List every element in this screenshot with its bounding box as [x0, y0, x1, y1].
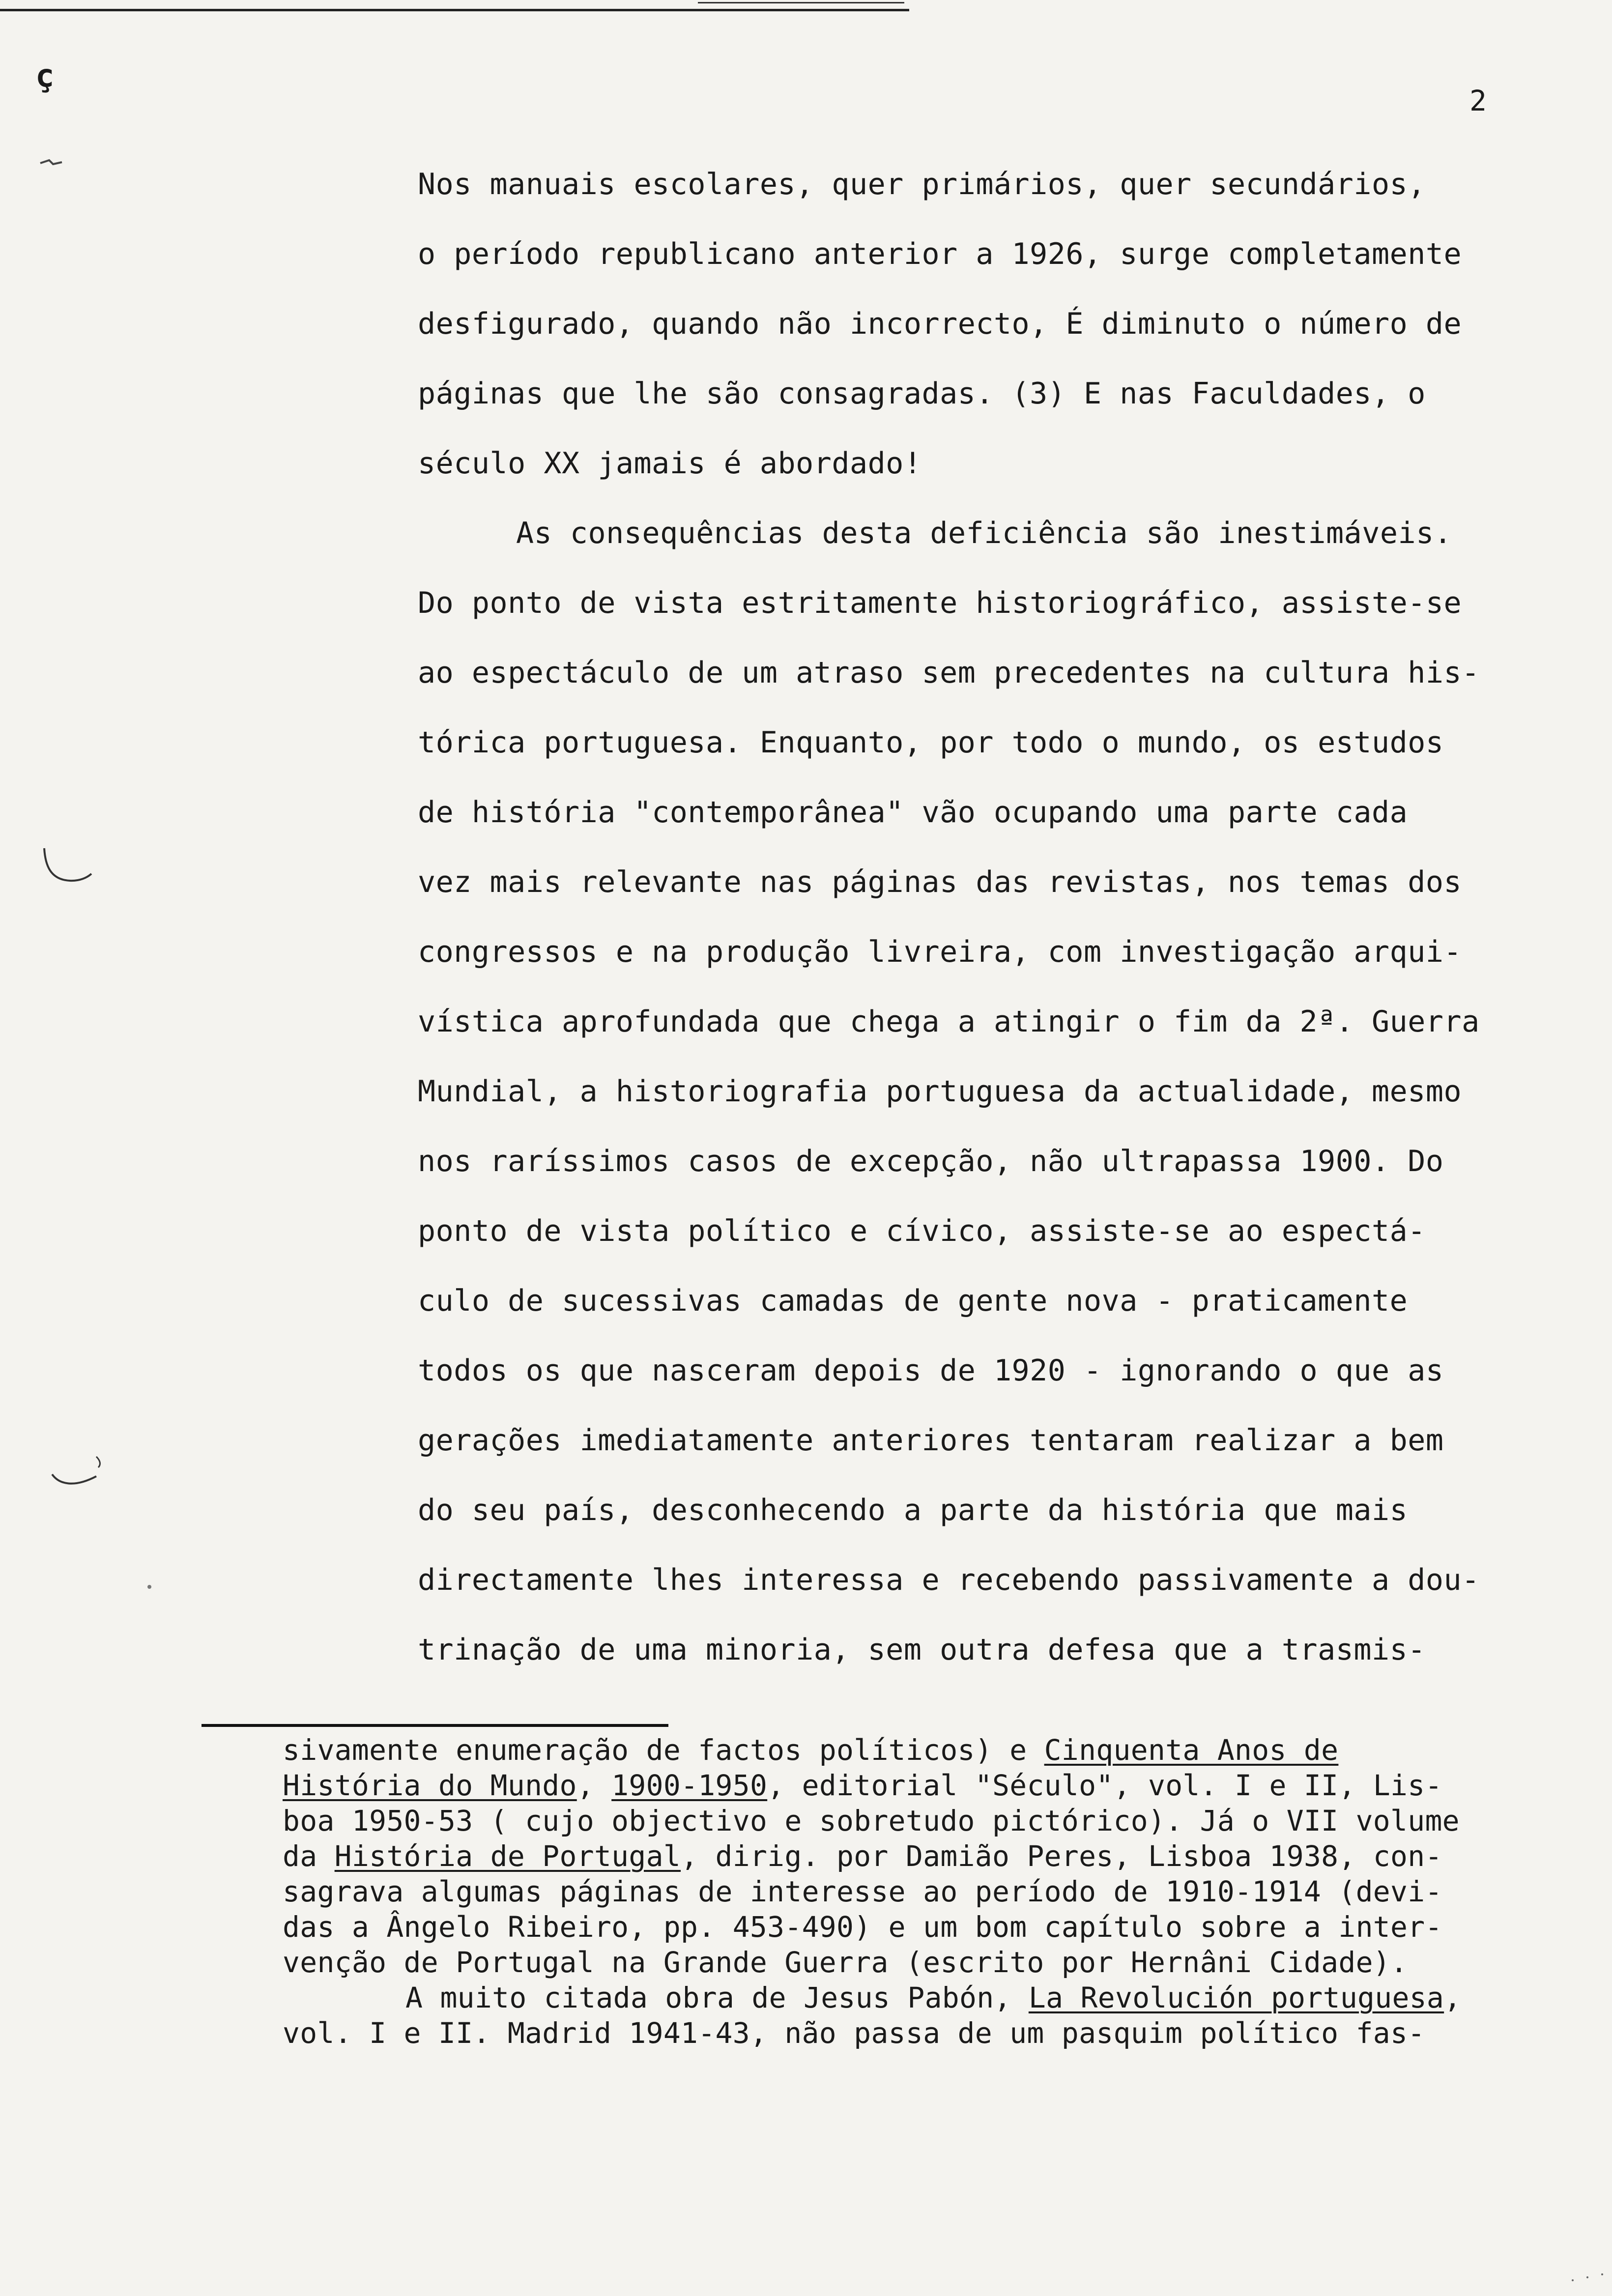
body-line: do seu país, desconhecendo a parte da história que mais	[418, 1493, 1408, 1527]
body-line: Mundial, a historiografia portuguesa da actualidade, mesmo	[418, 1074, 1462, 1109]
footnote-line: venção de Portugal na Grande Guerra (escrito por Hernâni Cidade).	[283, 1946, 1408, 1979]
footnote-line	[283, 1838, 1580, 1874]
body-line: trinação de uma minoria, sem outra defesa que a trasmis-	[418, 1633, 1426, 1667]
body-line: todos os que nasceram depois de 1920 - ignorando o que as	[418, 1353, 1444, 1388]
corner-specks	[1568, 2270, 1607, 2285]
top-edge-rule-tail	[698, 2, 904, 3]
footnote-cited-title: História de Portugal	[334, 1839, 681, 1873]
margin-dot	[147, 1585, 151, 1589]
footnote	[283, 1732, 1580, 2051]
body-line: congressos e na produção livreira, com investigação arqui-	[418, 935, 1462, 969]
body-line: páginas que lhe são consagradas. (3) E nas Faculdades, o	[418, 376, 1426, 411]
body-line: vez mais relevante nas páginas das revistas, nos temas dos	[418, 865, 1462, 899]
footnote-line	[283, 1768, 1580, 1803]
footnote-text: ,	[576, 1769, 612, 1802]
footnote-separator	[202, 1724, 668, 1727]
footnote-text: sivamente enumeração de factos políticos) e	[283, 1733, 1044, 1767]
footnote-text: A muito citada obra de Jesus Pabón,	[405, 1981, 1029, 2014]
body-text	[418, 157, 1583, 1693]
body-line: tórica portuguesa. Enquanto, por todo o mundo, os estudos	[418, 725, 1444, 760]
footnote-line: das a Ângelo Ribeiro, pp. 453-490) e um bom capítulo sobre a inter-	[283, 1910, 1442, 1944]
footnote-line	[283, 1732, 1580, 1768]
footnote-text: , dirig. por Damião Peres, Lisboa 1938, con-	[681, 1839, 1442, 1873]
footnote-line: sagrava algumas páginas de interesse ao período de 1910-1914 (devi-	[283, 1875, 1442, 1908]
body-line: ao espectáculo de um atraso sem precedentes na cultura his-	[418, 656, 1480, 690]
body-line: vística aprofundada que chega a atingir o fim da 2ª. Guerra	[418, 1004, 1480, 1039]
body-line: século XX jamais é abordado!	[418, 446, 922, 481]
top-edge-rule	[0, 9, 909, 11]
body-line: nos raríssimos casos de excepção, não ultrapassa 1900. Do	[418, 1144, 1444, 1178]
body-line: ponto de vista político e cívico, assiste-se ao espectá-	[418, 1214, 1426, 1248]
body-line: Do ponto de vista estritamente historiográfico, assiste-se	[418, 586, 1462, 620]
body-line: de história "contemporânea" vão ocupando uma parte cada	[418, 795, 1408, 830]
footnote-cited-title: Cinquenta Anos de	[1044, 1733, 1339, 1767]
page-number: 2	[1469, 84, 1487, 117]
body-line: directamente lhes interessa e recebendo passivamente a dou-	[418, 1563, 1480, 1597]
footnote-line: vol. I e II. Madrid 1941-43, não passa de um pasquim político fas-	[283, 2016, 1425, 2050]
margin-hook-mark-2	[49, 1455, 108, 1499]
body-line: gerações imediatamente anteriores tentaram realizar a bem	[418, 1423, 1444, 1458]
footnote-cited-title: 1900-1950	[611, 1769, 768, 1802]
footnote-text: , editorial "Século", vol. I e II, Lis-	[767, 1769, 1442, 1802]
body-line: o período republicano anterior a 1926, surge completamente	[418, 237, 1462, 271]
footnote-line: boa 1950-53 ( cujo objectivo e sobretudo pictórico). Já o VII volume	[283, 1804, 1460, 1837]
footnote-text: da	[283, 1839, 335, 1873]
body-line: desfigurado, quando não incorrecto, É diminuto o número de	[418, 307, 1462, 341]
footnote-line	[283, 1980, 1580, 2015]
footnote-text: ,	[1444, 1981, 1462, 2014]
margin-hook-mark	[40, 845, 94, 890]
footnote-cited-title: La Revolución portuguesa	[1028, 1981, 1444, 2014]
margin-dash-mark	[39, 157, 64, 167]
footnote-cited-title: História do Mundo	[283, 1769, 577, 1802]
body-line: culo de sucessivas camadas de gente nova - praticamente	[418, 1284, 1408, 1318]
body-line: As consequências desta deficiência são inestimáveis.	[516, 516, 1452, 550]
body-line: Nos manuais escolares, quer primários, quer secundários,	[418, 167, 1426, 201]
margin-handwritten-mark: ç	[35, 58, 55, 94]
